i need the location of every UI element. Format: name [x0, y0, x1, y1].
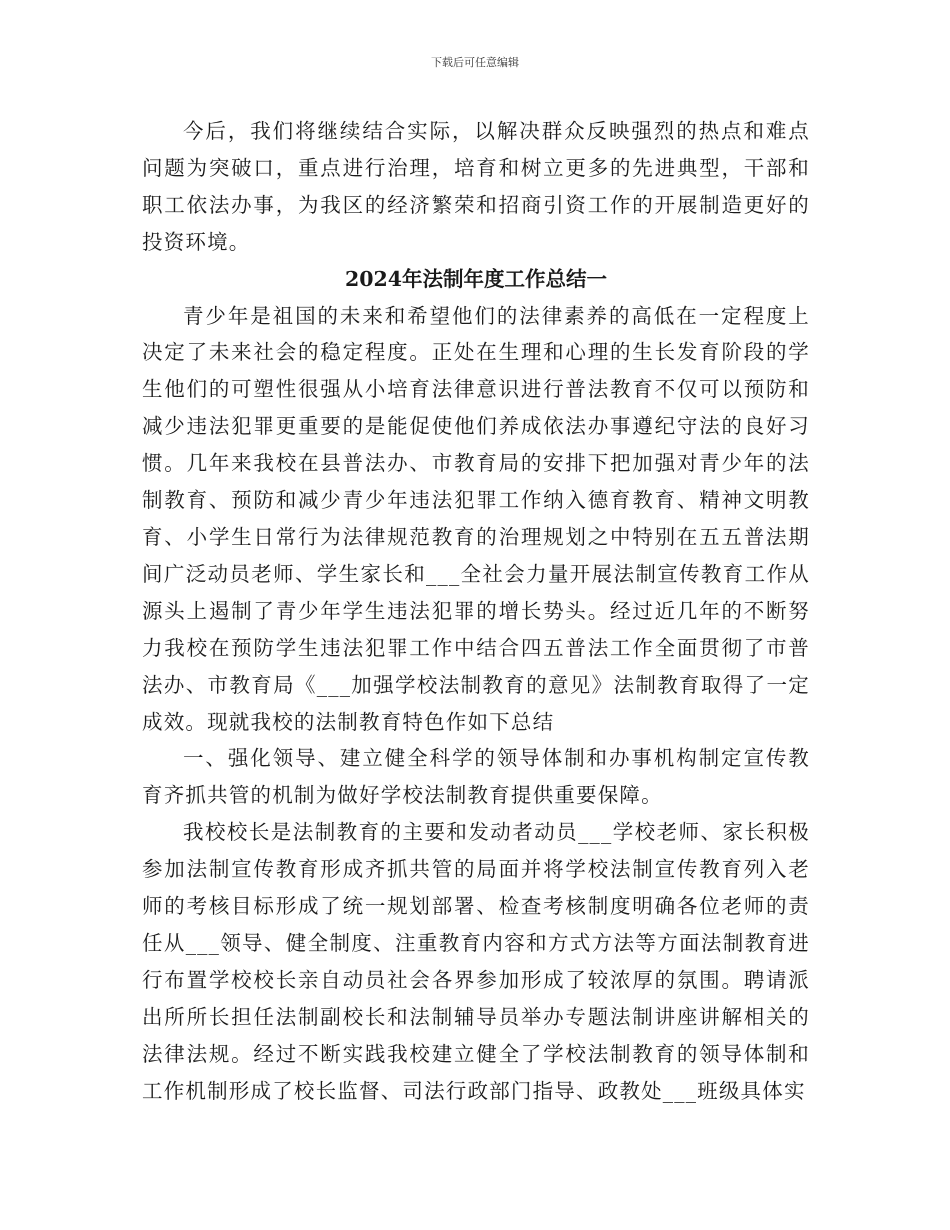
document-body: [142, 113, 810, 1109]
page-header: 下载后可任意编辑: [431, 56, 519, 69]
document-title: 2024年法制年度工作总结一: [344, 266, 608, 291]
body-paragraph: 我校校长是法制教育的主要和发动者动员___学校老师、家长积极参加法制宣传教育形成齐抓共管的局面并将学校法制宣传教育列入老师的考核目标形成了统一规划部署、检查考核制度明确各位老师的责任从___领导、健全制度、注重教育内容和方式方法等方面法制教育进行布置学校校长亲自动员社会各界参加形成了较浓厚的氛围。聘请派出所所长担任法制副校长和法制辅导员举办专题法制讲座讲解相关的法律法规。经过不断实践我校建立健全了学校法制教育的领导体制和工作机制形成了校长监督、司法行政部门指导、政教处___班级具体实: [142, 820, 810, 1103]
section-heading-paragraph: 一、强化领导、建立健全科学的领导体制和办事机构制定宣传教育齐抓共管的机制为做好学校法制教育提供重要保障。: [142, 746, 810, 808]
intro-paragraph: 今后，我们将继续结合实际，以解决群众反映强烈的热点和难点问题为突破口，重点进行治理，培育和树立更多的先进典型，干部和职工依法办事，为我区的经济繁荣和招商引资工作的开展制造更好的投资环境。: [142, 119, 810, 254]
body-paragraph: 青少年是祖国的未来和希望他们的法律素养的高低在一定程度上决定了未来社会的稳定程度。正处在生理和心理的生长发育阶段的学生他们的可塑性很强从小培育法律意识进行普法教育不仅可以预防和减少违法犯罪更重要的是能促使他们养成依法办事遵纪守法的良好习惯。几年来我校在县普法办、市教育局的安排下把加强对青少年的法制教育、预防和减少青少年违法犯罪工作纳入德育教育、精神文明教育、小学生日常行为法律规范教育的治理规划之中特别在五五普法期间广泛动员老师、学生家长和___全社会力量开展法制宣传教育工作从源头上遏制了青少年学生违法犯罪的增长势头。经过近几年的不断努力我校在预防学生违法犯罪工作中结合四五普法工作全面贯彻了市普法办、市教育局《___加强学校法制教育的意见》法制教育取得了一定成效。现就我校的法制教育特色作如下总结: [142, 303, 810, 734]
